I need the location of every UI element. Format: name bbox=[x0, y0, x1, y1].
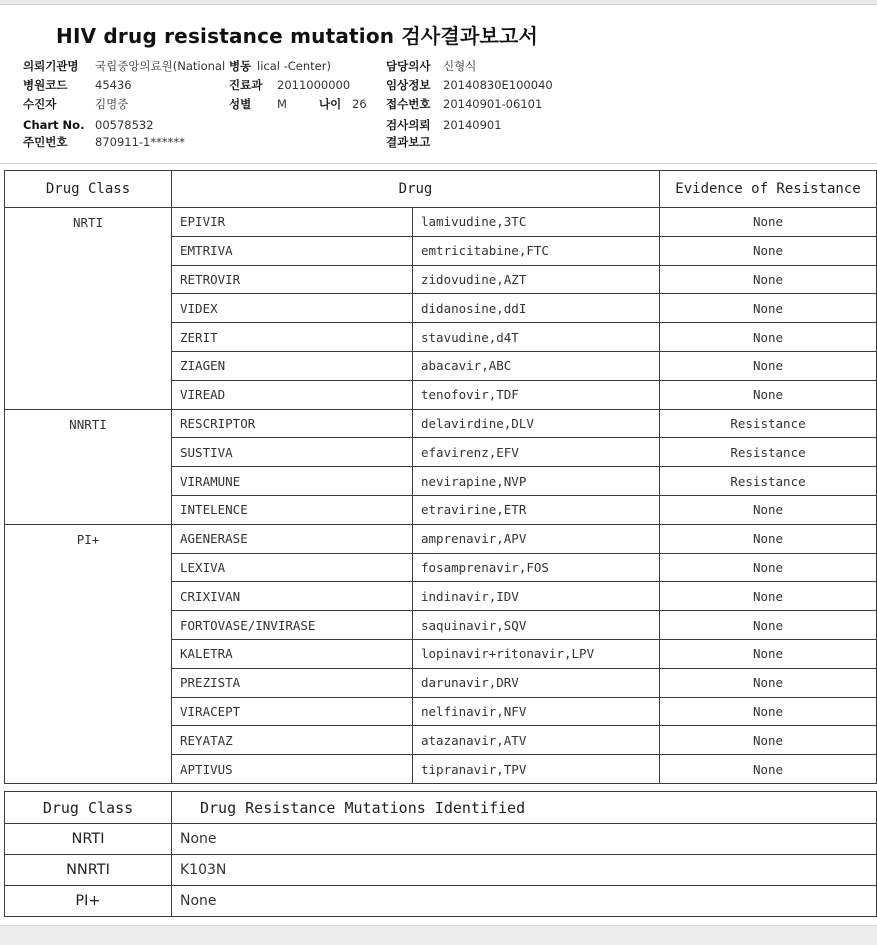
mutation-header-drug-class: Drug Class bbox=[5, 792, 172, 824]
mutation-row bbox=[5, 886, 877, 917]
chart-no-label: Chart No. bbox=[23, 118, 85, 132]
evidence-cell: None bbox=[660, 582, 877, 611]
age-value: 26 bbox=[352, 97, 367, 111]
report-title: HIV drug resistance mutation 검사결과보고서 bbox=[56, 24, 539, 48]
hospital-code-label: 병원코드 bbox=[23, 78, 68, 92]
brand-name-cell: VIREAD bbox=[172, 380, 413, 409]
mutation-header-mutations: Drug Resistance Mutations Identified bbox=[172, 792, 877, 824]
sex-value: M bbox=[277, 97, 287, 111]
brand-name-cell: VIRAMUNE bbox=[172, 467, 413, 496]
sex-label: 성별 bbox=[229, 97, 252, 111]
brand-name-cell: VIRACEPT bbox=[172, 697, 413, 726]
result-report-label: 결과보고 bbox=[386, 135, 431, 149]
generic-name-cell: nevirapine,NVP bbox=[413, 467, 660, 496]
evidence-cell: Resistance bbox=[660, 467, 877, 496]
mutation-table bbox=[4, 791, 877, 917]
header-evidence: Evidence of Resistance bbox=[660, 171, 877, 208]
doctor-value: 신형식 bbox=[443, 59, 477, 73]
chart-no-value: 00578532 bbox=[95, 118, 154, 132]
generic-name-cell: didanosine,ddI bbox=[413, 294, 660, 323]
receipt-number-label: 접수번호 bbox=[386, 97, 431, 111]
evidence-cell: None bbox=[660, 726, 877, 755]
evidence-cell: Resistance bbox=[660, 438, 877, 467]
resistance-table bbox=[4, 170, 877, 784]
mutation-value: None bbox=[172, 824, 877, 855]
age-label: 나이 bbox=[319, 97, 342, 111]
evidence-cell: None bbox=[660, 553, 877, 582]
drug-row bbox=[5, 409, 877, 438]
evidence-cell: None bbox=[660, 351, 877, 380]
patient-label: 수진자 bbox=[23, 97, 57, 111]
evidence-cell: None bbox=[660, 380, 877, 409]
generic-name-cell: tipranavir,TPV bbox=[413, 755, 660, 784]
brand-name-cell: SUSTIVA bbox=[172, 438, 413, 467]
generic-name-cell: tenofovir,TDF bbox=[413, 380, 660, 409]
brand-name-cell: KALETRA bbox=[172, 639, 413, 668]
mutation-class: NRTI bbox=[5, 824, 172, 855]
generic-name-cell: indinavir,IDV bbox=[413, 582, 660, 611]
generic-name-cell: fosamprenavir,FOS bbox=[413, 553, 660, 582]
drug-row bbox=[5, 524, 877, 553]
evidence-cell: None bbox=[660, 524, 877, 553]
mutation-table-header-row bbox=[5, 792, 877, 824]
brand-name-cell: ZERIT bbox=[172, 323, 413, 352]
header-drug: Drug bbox=[172, 171, 660, 208]
drug-class-cell: NNRTI bbox=[5, 409, 172, 524]
generic-name-cell: lopinavir+ritonavir,LPV bbox=[413, 639, 660, 668]
request-date-value: 20140901 bbox=[443, 118, 502, 132]
generic-name-cell: efavirenz,EFV bbox=[413, 438, 660, 467]
evidence-cell: None bbox=[660, 265, 877, 294]
generic-name-cell: stavudine,d4T bbox=[413, 323, 660, 352]
department-label: 진료과 bbox=[229, 78, 263, 92]
generic-name-cell: delavirdine,DLV bbox=[413, 409, 660, 438]
evidence-cell: None bbox=[660, 639, 877, 668]
clinical-info-label: 임상정보 bbox=[386, 78, 431, 92]
doctor-label: 담당의사 bbox=[386, 59, 431, 73]
receipt-number-value: 20140901-06101 bbox=[443, 97, 543, 111]
generic-name-cell: saquinavir,SQV bbox=[413, 611, 660, 640]
institution-value: 국립중앙의료원(National bbox=[95, 59, 226, 73]
resistance-table-header-row bbox=[5, 171, 877, 208]
department-value: 2011000000 bbox=[277, 78, 351, 92]
header-drug-class: Drug Class bbox=[5, 171, 172, 208]
ward-value: lical -Center) bbox=[257, 59, 331, 73]
brand-name-cell: ZIAGEN bbox=[172, 351, 413, 380]
evidence-cell: None bbox=[660, 208, 877, 237]
top-border-strip bbox=[0, 0, 877, 5]
brand-name-cell: PREZISTA bbox=[172, 668, 413, 697]
mutation-value: K103N bbox=[172, 855, 877, 886]
clinical-info-value: 20140830E100040 bbox=[443, 78, 553, 92]
brand-name-cell: RESCRIPTOR bbox=[172, 409, 413, 438]
evidence-cell: None bbox=[660, 697, 877, 726]
institution-label: 의뢰기관명 bbox=[23, 59, 79, 73]
generic-name-cell: etravirine,ETR bbox=[413, 495, 660, 524]
brand-name-cell: EPIVIR bbox=[172, 208, 413, 237]
evidence-cell: None bbox=[660, 495, 877, 524]
resident-id-label: 주민번호 bbox=[23, 135, 68, 149]
generic-name-cell: amprenavir,APV bbox=[413, 524, 660, 553]
evidence-cell: None bbox=[660, 755, 877, 784]
generic-name-cell: atazanavir,ATV bbox=[413, 726, 660, 755]
brand-name-cell: APTIVUS bbox=[172, 755, 413, 784]
hospital-code-value: 45436 bbox=[95, 78, 132, 92]
brand-name-cell: LEXIVA bbox=[172, 553, 413, 582]
evidence-cell: None bbox=[660, 236, 877, 265]
drug-class-cell: PI+ bbox=[5, 524, 172, 783]
evidence-cell: None bbox=[660, 294, 877, 323]
brand-name-cell: INTELENCE bbox=[172, 495, 413, 524]
evidence-cell: None bbox=[660, 668, 877, 697]
mutation-row bbox=[5, 824, 877, 855]
request-date-label: 검사의뢰 bbox=[386, 118, 431, 132]
generic-name-cell: nelfinavir,NFV bbox=[413, 697, 660, 726]
brand-name-cell: VIDEX bbox=[172, 294, 413, 323]
drug-row bbox=[5, 208, 877, 237]
generic-name-cell: zidovudine,AZT bbox=[413, 265, 660, 294]
mutation-row bbox=[5, 855, 877, 886]
evidence-cell: None bbox=[660, 611, 877, 640]
brand-name-cell: FORTOVASE/INVIRASE bbox=[172, 611, 413, 640]
resident-id-value: 870911-1****** bbox=[95, 135, 185, 149]
generic-name-cell: darunavir,DRV bbox=[413, 668, 660, 697]
evidence-cell: None bbox=[660, 323, 877, 352]
brand-name-cell: CRIXIVAN bbox=[172, 582, 413, 611]
drug-class-cell: NRTI bbox=[5, 208, 172, 410]
brand-name-cell: REYATAZ bbox=[172, 726, 413, 755]
generic-name-cell: lamivudine,3TC bbox=[413, 208, 660, 237]
patient-name: 김명중 bbox=[95, 97, 129, 111]
generic-name-cell: abacavir,ABC bbox=[413, 351, 660, 380]
mutation-class: PI+ bbox=[5, 886, 172, 917]
brand-name-cell: AGENERASE bbox=[172, 524, 413, 553]
mutation-value: None bbox=[172, 886, 877, 917]
brand-name-cell: RETROVIR bbox=[172, 265, 413, 294]
generic-name-cell: emtricitabine,FTC bbox=[413, 236, 660, 265]
mutation-class: NNRTI bbox=[5, 855, 172, 886]
header-divider bbox=[0, 163, 877, 164]
bottom-border-strip bbox=[0, 925, 877, 945]
ward-label: 병동 bbox=[229, 59, 252, 73]
brand-name-cell: EMTRIVA bbox=[172, 236, 413, 265]
evidence-cell: Resistance bbox=[660, 409, 877, 438]
